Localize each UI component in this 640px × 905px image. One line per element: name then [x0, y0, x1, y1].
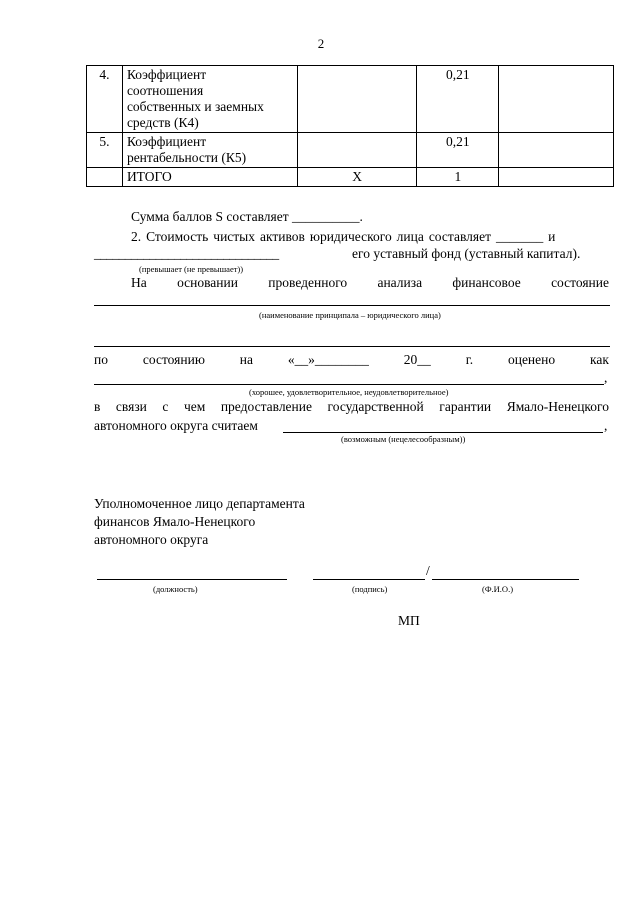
net-assets-line: 2. Стоимость чистых активов юридического лица составляет _______ и: [131, 229, 556, 244]
coefficients-table: [86, 65, 614, 187]
row-col3: [297, 66, 417, 133]
state-word: по: [94, 352, 108, 367]
authority-line: автономного округа: [94, 532, 209, 547]
row-name-line: соотношения: [126, 83, 204, 98]
row-value: 0,21: [417, 66, 499, 133]
state-line: [94, 352, 609, 368]
row-name-line: Коэффициент: [126, 134, 207, 149]
guarantee-line-end: ,: [604, 418, 608, 433]
state-word: оценено: [507, 352, 556, 367]
guarantee-blank: [283, 432, 603, 433]
principal-line: [94, 305, 610, 306]
basis-word: состояние: [551, 275, 609, 290]
row-name-line: собственных и заемных: [126, 99, 264, 114]
table-row: [87, 133, 614, 168]
signature-line: [313, 579, 425, 580]
basis-word: проведенного: [268, 275, 348, 290]
state-word: как: [590, 352, 609, 367]
exceeds-hint: (превышает (не превышает)): [139, 264, 244, 274]
table-row: [87, 66, 614, 133]
table-row-total: [87, 168, 614, 187]
row-name-line: ИТОГО: [126, 169, 172, 184]
rating-line: [94, 384, 604, 385]
row-name: [122, 66, 297, 133]
signature-slash: /: [426, 563, 430, 578]
row-number: [87, 168, 123, 187]
state-word: на: [239, 352, 254, 367]
row-number: 4.: [87, 66, 123, 133]
guarantee-line-2: автономного округа считаем: [94, 418, 258, 433]
state-word: г.: [465, 352, 474, 367]
stamp-mark: МП: [398, 613, 420, 628]
row-col3: Х: [297, 168, 417, 187]
basis-word: основании: [177, 275, 238, 290]
basis-word: анализа: [377, 275, 423, 290]
net-assets-blank: ______________________________: [94, 246, 279, 261]
basis-word: финансовое: [452, 275, 521, 290]
score-sum-line: Сумма баллов S составляет __________.: [131, 209, 363, 224]
row-name-line: средств (К4): [126, 115, 199, 130]
position-line: [97, 579, 287, 580]
row-value: 1: [417, 168, 499, 187]
authority-line: финансов Ямало-Ненецкого: [94, 514, 256, 529]
basis-line: [131, 275, 609, 291]
guarantee-line-1: в связи с чем предоставление государственной гарантии Ямало-Ненецкого: [94, 399, 609, 414]
state-word: состоянию: [142, 352, 205, 367]
row-name-line: рентабельности (К5): [126, 150, 247, 165]
fio-label: (Ф.И.О.): [482, 584, 514, 594]
authority-line: Уполномоченное лицо департамента: [94, 496, 305, 511]
charter-capital-text: его уставный фонд (уставный капитал).: [352, 246, 581, 261]
state-date: «__»________: [287, 352, 369, 367]
row-col5: [499, 133, 614, 168]
row-col5: [499, 66, 614, 133]
row-number: 5.: [87, 133, 123, 168]
row-name: [122, 168, 297, 187]
row-name-line: Коэффициент: [126, 67, 207, 82]
position-label: (должность): [153, 584, 198, 594]
principal-line-2: [94, 346, 610, 347]
rating-line-end: ,: [604, 370, 608, 385]
row-col3: [297, 133, 417, 168]
row-value: 0,21: [417, 133, 499, 168]
fio-line: [432, 579, 579, 580]
signature-label: (подпись): [352, 584, 388, 594]
row-name: [122, 133, 297, 168]
rating-hint: (хорошее, удовлетворительное, неудовлетворительное): [249, 387, 449, 397]
page-number: 2: [317, 36, 325, 51]
principal-hint: (наименование принципала – юридического лица): [259, 310, 441, 320]
state-year: 20__: [403, 352, 431, 367]
row-col5: [499, 168, 614, 187]
guarantee-hint: (возможным (нецелесообразным)): [341, 434, 466, 444]
basis-word: На: [131, 275, 147, 290]
